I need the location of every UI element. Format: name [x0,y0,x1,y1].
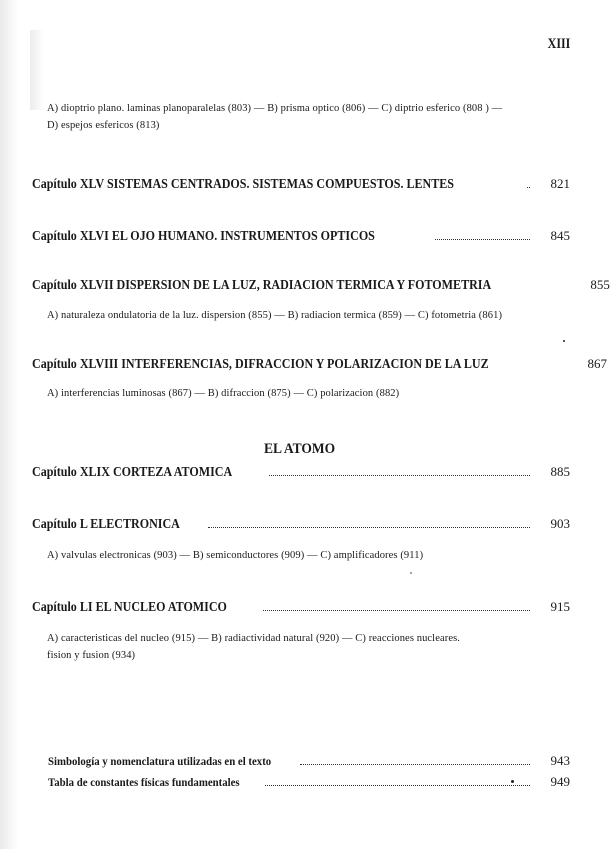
toc-entry-chapter-xlv[interactable] [32,176,570,194]
dot-leader [300,764,530,765]
toc-entry-page: 943 [550,753,570,768]
toc-entry-page: 885 [550,464,570,479]
toc-entry-chapter-xlix[interactable] [32,464,570,482]
toc-subsection-line: A) dioptrio plano. laminas planoparalelas (803) — B) prisma optico (806) — C) diptrio esferico (808 ) — [47,103,503,114]
toc-subsection-line: A) caracteristicas del nucleo (915) — B) radiactividad natural (920) — C) reacciones nucleares. [47,633,460,644]
toc-entry-page: 845 [550,228,570,243]
toc-entry-chapter-l[interactable] [32,516,570,534]
toc-entry-chapter-xlvii[interactable] [32,277,610,295]
toc-entry-chapter-li[interactable] [32,599,570,617]
toc-entry-title: Capítulo L ELECTRONICA [32,517,180,532]
toc-entry-title: Simbología y nomenclatura utilizadas en el texto [48,754,272,768]
toc-entry-page: 867 [587,356,607,371]
scan-speck [563,340,565,342]
toc-entry-title: Capítulo XLVI EL OJO HUMANO. INSTRUMENTOS OPTICOS [32,229,375,244]
toc-entry-chapter-xlviii[interactable] [32,356,607,374]
toc-subsection: A) valvulas electronicas (903) — B) semiconductores (909) — C) amplificadores (911) [47,550,424,561]
scan-speck [511,780,514,783]
toc-entry-title: Capítulo XLIX CORTEZA ATOMICA [32,465,233,480]
toc-entry-title: Tabla de constantes físicas fundamentales [48,775,240,789]
toc-entry-page: 903 [550,516,570,531]
dot-leader [208,526,530,528]
section-heading-text: EL ATOMO [264,441,336,457]
toc-subsection: A) naturaleza ondulatoria de la luz. dispersion (855) — B) radiacion termica (859) — C) fotometria (861) [47,310,503,321]
toc-entry-page: 855 [590,277,610,292]
scan-edge-shadow-top [30,30,44,110]
toc-entry-page: 949 [550,774,570,789]
toc-entry-title: Capítulo XLVIII INTERFERENCIAS, DIFRACCION Y POLARIZACION DE LA LUZ [32,357,489,372]
toc-entry-page: 915 [550,599,570,614]
toc-entry-title: Capítulo XLVII DISPERSION DE LA LUZ, RADIACION TERMICA Y FOTOMETRIA [32,278,492,293]
dot-leader [435,238,530,240]
scan-edge-shadow [0,0,18,849]
toc-subsection [47,630,537,664]
toc-subsection-intro [47,100,537,134]
toc-entry-chapter-xlvi[interactable] [32,228,570,246]
toc-subsection-line: fision y fusion (934) [47,650,136,661]
toc-subsection: A) interferencias luminosas (867) — B) difraccion (875) — C) polarizacion (882) [47,388,400,399]
toc-entry-symbology[interactable] [48,753,570,769]
page-number: XIII [547,36,570,52]
toc-entry-title: Capítulo LI EL NUCLEO ATOMICO [32,600,227,615]
toc-entry-constants-table[interactable] [48,774,570,790]
scan-speck [410,572,412,574]
dot-leader [263,609,530,611]
dot-leader [265,785,530,786]
dot-leader [269,474,530,476]
toc-entry-page: 821 [550,176,570,191]
toc-entry-title: Capítulo XLV SISTEMAS CENTRADOS. SISTEMAS COMPUESTOS. LENTES [32,177,454,192]
toc-subsection-line: D) espejos esfericos (813) [47,120,160,131]
section-heading [0,441,600,458]
dot-leader [527,186,530,188]
